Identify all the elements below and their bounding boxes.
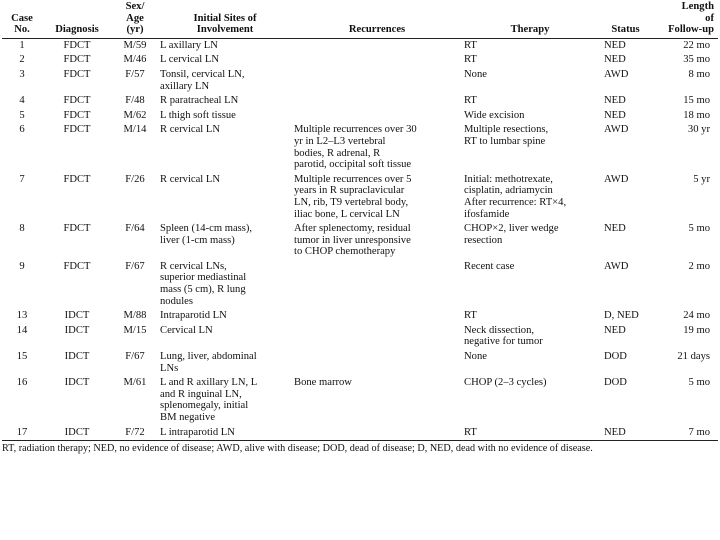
cell-line: Multiple resections, [464,124,549,136]
col-header-therapy [462,0,598,38]
follow-up-cell: 5 mo [688,377,710,389]
cell-line: and R inguinal LN, [160,388,242,400]
cell-line: Multiple recurrences over 30 [294,124,417,136]
cell-line: RT to lumbar spine [464,135,546,147]
case-number-cell: 4 [19,95,25,107]
sex-age-cell: M/15 [123,324,147,336]
col-header-sex-age [112,0,158,38]
follow-up-cell: 7 mo [688,426,710,438]
diagnosis-cell: FDCT [63,223,91,235]
cell-line: RT [464,426,477,438]
cell-line: parotid, occipital soft tissue [294,159,412,171]
case-number-cell: 2 [19,54,25,66]
status-cell: AWD [604,68,629,80]
initial-sites-cell [158,38,292,53]
status-cell: NED [604,39,626,51]
cell-line: bodies, R adrenal, R [294,147,381,159]
recurrences-cell [292,123,462,172]
cell-line: mass (5 cm), R lung [160,284,246,296]
cell-line: RT [464,95,477,107]
cell-line: tumor in liver unresponsive [294,234,411,246]
cell-line: Involvement [196,24,254,36]
diagnosis-cell: IDCT [64,426,90,438]
cell-line: RT [464,310,477,322]
case-number-cell: 14 [16,324,28,336]
initial-sites-cell [158,309,292,324]
sex-age-cell: M/59 [123,39,147,51]
recurrences-cell [292,38,462,53]
table-row [2,109,718,124]
therapy-cell [462,426,598,441]
table-row [2,123,718,172]
therapy-cell [462,309,598,324]
status-cell: D, NED [604,310,639,322]
cell-line: CHOP×2, liver wedge [464,223,559,235]
follow-up-cell: 2 mo [688,260,710,272]
therapy-cell [462,109,598,124]
follow-up-cell: 24 mo [683,310,710,322]
recurrences-cell [292,68,462,94]
follow-up-cell: 8 mo [688,68,710,80]
cell-line: Status [611,24,640,36]
sex-age-cell: F/67 [125,351,145,363]
col-header-recurrences [292,0,462,38]
cell-line: (yr) [126,24,144,36]
case-number-cell: 13 [16,310,28,322]
sex-age-cell: F/67 [125,260,145,272]
cell-line: Therapy [510,24,550,36]
cell-line: negative for tumor [464,336,543,348]
cell-line: After recurrence: RT×4, [464,196,567,208]
recurrences-cell [292,260,462,309]
diagnosis-cell: FDCT [63,173,91,185]
cell-line: CHOP (2–3 cycles) [464,377,547,389]
diagnosis-cell: IDCT [64,310,90,322]
cell-line: L axillary LN [160,39,218,51]
therapy-cell [462,222,598,260]
cell-line: Recurrences [348,24,406,36]
follow-up-cell: 35 mo [683,54,710,66]
therapy-cell [462,94,598,109]
therapy-cell [462,324,598,350]
diagnosis-cell: IDCT [64,377,90,389]
cell-line: None [464,68,487,80]
cell-line: L cervical LN [160,54,220,66]
therapy-cell [462,260,598,309]
cell-line: Neck dissection, [464,324,535,336]
cell-line: years in R supraclavicular [294,185,405,197]
table-body [2,38,718,440]
sex-age-cell: M/61 [123,377,147,389]
status-cell: DOD [604,351,627,363]
diagnosis-cell: FDCT [63,260,91,272]
cell-line: Follow-up [668,24,714,36]
cell-line: Multiple recurrences over 5 [294,173,412,185]
col-header-diagnosis [42,0,112,38]
sex-age-cell: M/46 [123,54,147,66]
recurrences-cell [292,426,462,441]
cell-line: L and R axillary LN, L [160,377,258,389]
therapy-cell [462,38,598,53]
sex-age-cell: F/72 [125,426,145,438]
sex-age-cell: M/14 [123,124,147,136]
initial-sites-cell [158,68,292,94]
case-number-cell: 15 [16,351,28,363]
cell-line: After splenectomy, residual [294,223,411,235]
diagnosis-cell: IDCT [64,324,90,336]
table-row [2,426,718,441]
table-row [2,324,718,350]
recurrences-cell [292,309,462,324]
table-header [2,0,718,38]
initial-sites-cell [158,173,292,222]
initial-sites-cell [158,376,292,425]
cell-line: axillary LN [160,80,210,92]
status-cell: NED [604,324,626,336]
recurrences-cell [292,94,462,109]
status-cell: AWD [604,124,629,136]
initial-sites-cell [158,324,292,350]
cell-line: No. [14,24,30,36]
cell-line: BM negative [160,412,216,423]
case-number-cell: 6 [19,124,25,136]
cell-line: R cervical LN [160,173,221,185]
cell-line: RT [464,54,477,66]
cell-line: Sex/ [125,1,145,12]
recurrences-cell [292,109,462,124]
case-number-cell: 7 [19,173,25,185]
footnote: RT, radiation therapy; NED, no evidence of disease; AWD, alive with disease; DOD, dead of disease; D, NED, dead with no evidence of disease. [2,441,718,455]
therapy-cell [462,123,598,172]
cell-line: Wide excision [464,109,525,121]
follow-up-cell: 21 days [677,351,710,363]
recurrences-cell [292,173,462,222]
recurrences-cell [292,53,462,68]
status-cell: AWD [604,260,629,272]
initial-sites-cell [158,123,292,172]
cell-line: Lung, liver, abdominal [160,351,257,363]
sex-age-cell: F/64 [125,223,145,235]
table-row [2,38,718,53]
case-number-cell: 16 [16,377,28,389]
diagnosis-cell: FDCT [63,68,91,80]
cell-line: iliac bone, L cervical LN [294,208,400,220]
table-row [2,309,718,324]
sex-age-cell: F/48 [125,95,145,107]
status-cell: AWD [604,173,629,185]
cell-line: ifosfamide [464,208,510,220]
table-row [2,222,718,260]
follow-up-cell: 5 yr [693,173,710,185]
table-row [2,53,718,68]
recurrences-cell [292,222,462,260]
sex-age-cell: F/26 [125,173,145,185]
therapy-cell [462,376,598,425]
follow-up-cell: 22 mo [683,39,710,51]
cell-line: resection [464,234,503,246]
cell-line: liver (1-cm mass) [160,234,235,246]
case-number-cell: 1 [19,39,25,51]
cell-line: Diagnosis [55,24,99,36]
cell-line: None [464,351,487,363]
initial-sites-cell [158,94,292,109]
case-table [2,0,718,455]
cell-line: Spleen (14-cm mass), [160,223,253,235]
case-number-cell: 9 [19,260,25,272]
table-row [2,94,718,109]
case-number-cell: 17 [16,426,28,438]
follow-up-cell: 5 mo [688,223,710,235]
col-header-status [598,0,653,38]
cell-line: Bone marrow [294,377,352,389]
recurrences-cell [292,350,462,376]
diagnosis-cell: FDCT [63,109,91,121]
table-row [2,173,718,222]
cell-line: R cervical LN [160,124,221,136]
therapy-cell [462,68,598,94]
cell-line: LNs [160,362,179,374]
status-cell: NED [604,95,626,107]
cell-line: of [705,12,714,24]
cell-line: L intraparotid LN [160,426,235,438]
cell-line: yr in L2–L3 vertebral [294,135,386,147]
cell-line: RT [464,39,477,51]
cell-line: Intraparotid LN [160,310,227,322]
cell-line: Length [681,1,714,12]
initial-sites-cell [158,260,292,309]
initial-sites-cell [158,426,292,441]
cell-line: Tonsil, cervical LN, [160,68,245,80]
therapy-cell [462,53,598,68]
cell-line: LN, rib, T9 vertebral body, [294,196,409,208]
table-row [2,350,718,376]
cell-line: Age [126,12,144,24]
cell-line: superior mediastinal [160,272,247,284]
diagnosis-cell: IDCT [64,351,90,363]
therapy-cell [462,173,598,222]
col-header-sites [158,0,292,38]
cell-line: splenomegaly, initial [160,400,249,412]
diagnosis-cell: FDCT [63,54,91,66]
recurrences-cell [292,376,462,425]
status-cell: NED [604,223,626,235]
cell-line: cisplatin, adriamycin [464,185,553,197]
follow-up-cell: 15 mo [683,95,710,107]
col-header-case [2,0,42,38]
sex-age-cell: M/62 [123,109,147,121]
cell-line: Cervical LN [160,324,213,336]
status-cell: NED [604,426,626,438]
status-cell: NED [604,109,626,121]
diagnosis-cell: FDCT [63,124,91,136]
case-number-cell: 3 [19,68,25,80]
initial-sites-cell [158,53,292,68]
status-cell: NED [604,54,626,66]
col-header-follow-up [653,0,718,38]
table-row [2,376,718,425]
table-row [2,68,718,94]
cell-line: Initial Sites of [193,12,257,24]
initial-sites-cell [158,109,292,124]
cell-line: Initial: methotrexate, [464,173,553,185]
cell-line: L thigh soft tissue [160,109,236,121]
table-row [2,260,718,309]
cell-line: Case [11,12,33,24]
diagnosis-cell: FDCT [63,95,91,107]
diagnosis-cell: FDCT [63,39,91,51]
initial-sites-cell [158,350,292,376]
follow-up-cell: 30 yr [687,124,710,136]
case-number-cell: 5 [19,109,25,121]
cell-line: Recent case [464,260,515,272]
cell-line: R cervical LNs, [160,260,227,272]
cell-line: R paratracheal LN [160,95,239,107]
cell-line: to CHOP chemotherapy [294,246,396,258]
follow-up-cell: 18 mo [683,109,710,121]
initial-sites-cell [158,222,292,260]
sex-age-cell: M/88 [123,310,147,322]
follow-up-cell: 19 mo [683,324,710,336]
case-number-cell: 8 [19,223,25,235]
therapy-cell [462,350,598,376]
cell-line: nodules [160,295,193,307]
status-cell: DOD [604,377,627,389]
recurrences-cell [292,324,462,350]
sex-age-cell: F/57 [125,68,145,80]
